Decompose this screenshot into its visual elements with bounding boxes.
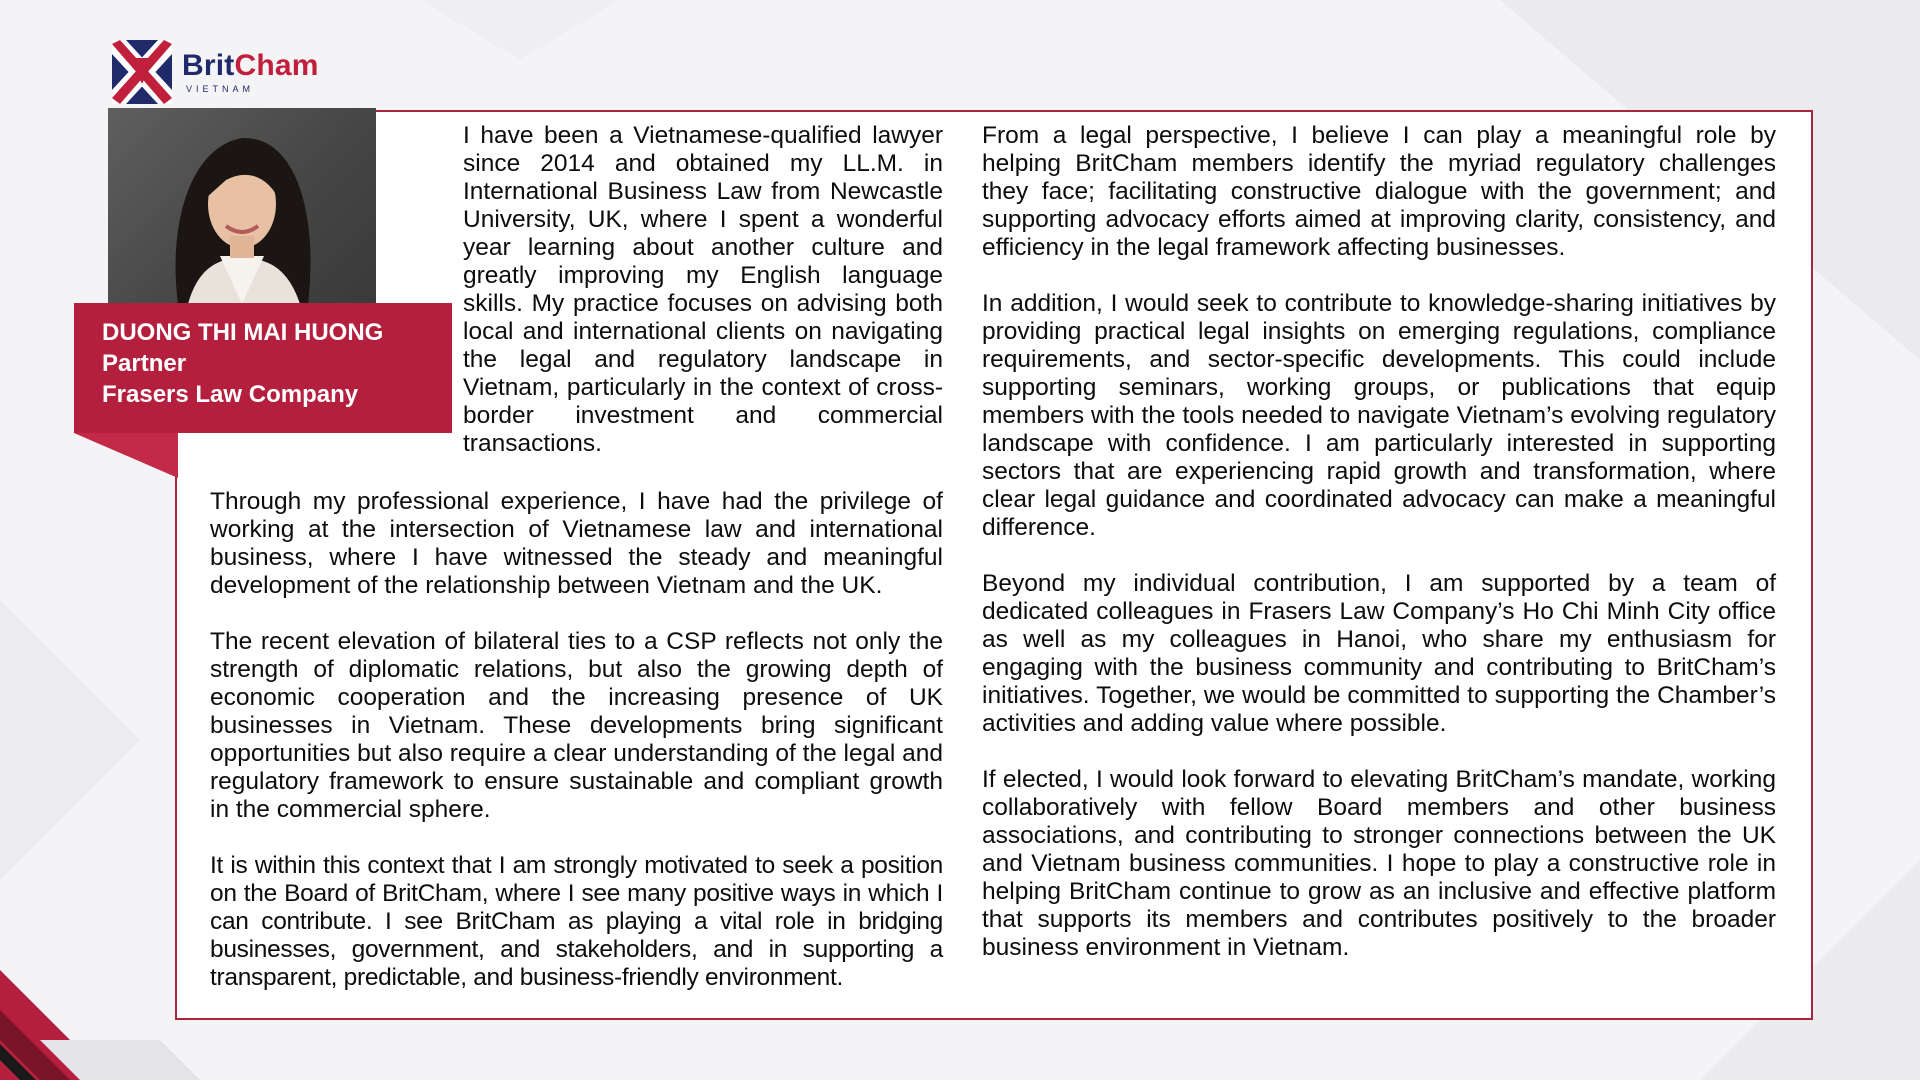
right-paragraph-1: From a legal perspective, I believe I can play a meaningful role by helping BritCham members identify the myriad regulatory challenges they face; facilitating constructive dialogue with the government; and supporting advocacy efforts aimed at improving clarity, consistency, and efficiency in the legal framework affecting businesses. (982, 122, 1776, 261)
logo-wordmark: BritCham (182, 49, 319, 82)
right-paragraph-4: If elected, I would look forward to elevating BritCham’s mandate, working collaboratively with fellow Board members and other business associations, and contributing to stronger connections between the UK and Vietnam business communities. I hope to play a constructive role in helping BritCham continue to grow as an inclusive and effective platform that supports its members and contributes positively to the broader business environment in Vietnam. (982, 766, 1776, 961)
logo-subtitle: VIETNAM (186, 84, 255, 94)
intro-paragraph: I have been a Vietnamese-qualified lawyer since 2014 and obtained my LL.M. in International Business Law from Newcastle University, UK, where I spent a wonderful year learning about another culture and greatly improving my English language skills. My practice focuses on advising both local and international clients on navigating the legal and regulatory landscape in Vietnam, particularly in the context of cross-border investment and commercial transactions. (463, 122, 943, 457)
person-role: Partner (102, 350, 187, 377)
right-paragraph-2: In addition, I would seek to contribute to knowledge-sharing initiatives by providing practical legal insights on emerging regulations, compliance requirements, and sector-specific developments. This could include supporting seminars, working groups, or publications that equip members with the tools needed to navigate Vietnam’s evolving regulatory landscape with confidence. I am particularly interested in supporting sectors that are experiencing rapid growth and transformation, where clear legal guidance and coordinated advocacy can make a meaningful difference. (982, 290, 1776, 541)
portrait-illustration (108, 108, 376, 304)
left-paragraph-3: The recent elevation of bilateral ties to a CSP reflects not only the strength of diplomatic relations, but also the growing depth of economic cooperation and the increasing presence of UK businesses in Vietnam. These developments bring significant opportunities but also require a clear understanding of the legal and regulatory framework to ensure sustainable and compliant growth in the commercial sphere. (210, 628, 943, 823)
britcham-flag-icon (112, 40, 172, 104)
left-paragraph-4: It is within this context that I am strongly motivated to seek a position on the Board of BritCham, where I see many positive ways in which I can contribute. I see BritCham as playing a vital role in bridging businesses, government, and stakeholders, and in supporting a transparent, predictable, and business-friendly environment. (210, 852, 943, 991)
right-paragraph-3: Beyond my individual contribution, I am supported by a team of dedicated colleagues in Frasers Law Company’s Ho Chi Minh City office as well as my colleagues in Hanoi, who share my enthusiasm for engaging with the business community and contributing to BritCham’s initiatives. Together, we would be committed to supporting the Chamber’s activities and adding value where possible. (982, 570, 1776, 737)
name-card (74, 303, 452, 433)
person-company: Frasers Law Company (102, 381, 359, 408)
profile-photo (108, 108, 376, 304)
person-name: DUONG THI MAI HUONG (102, 319, 384, 346)
left-paragraph-2: Through my professional experience, I have had the privilege of working at the intersection of Vietnamese law and international business, where I have witnessed the steady and meaningful development of the relationship between Vietnam and the UK. (210, 488, 943, 599)
corner-decoration (0, 940, 220, 1080)
britcham-logo (112, 40, 319, 106)
name-card-tail (74, 433, 178, 478)
